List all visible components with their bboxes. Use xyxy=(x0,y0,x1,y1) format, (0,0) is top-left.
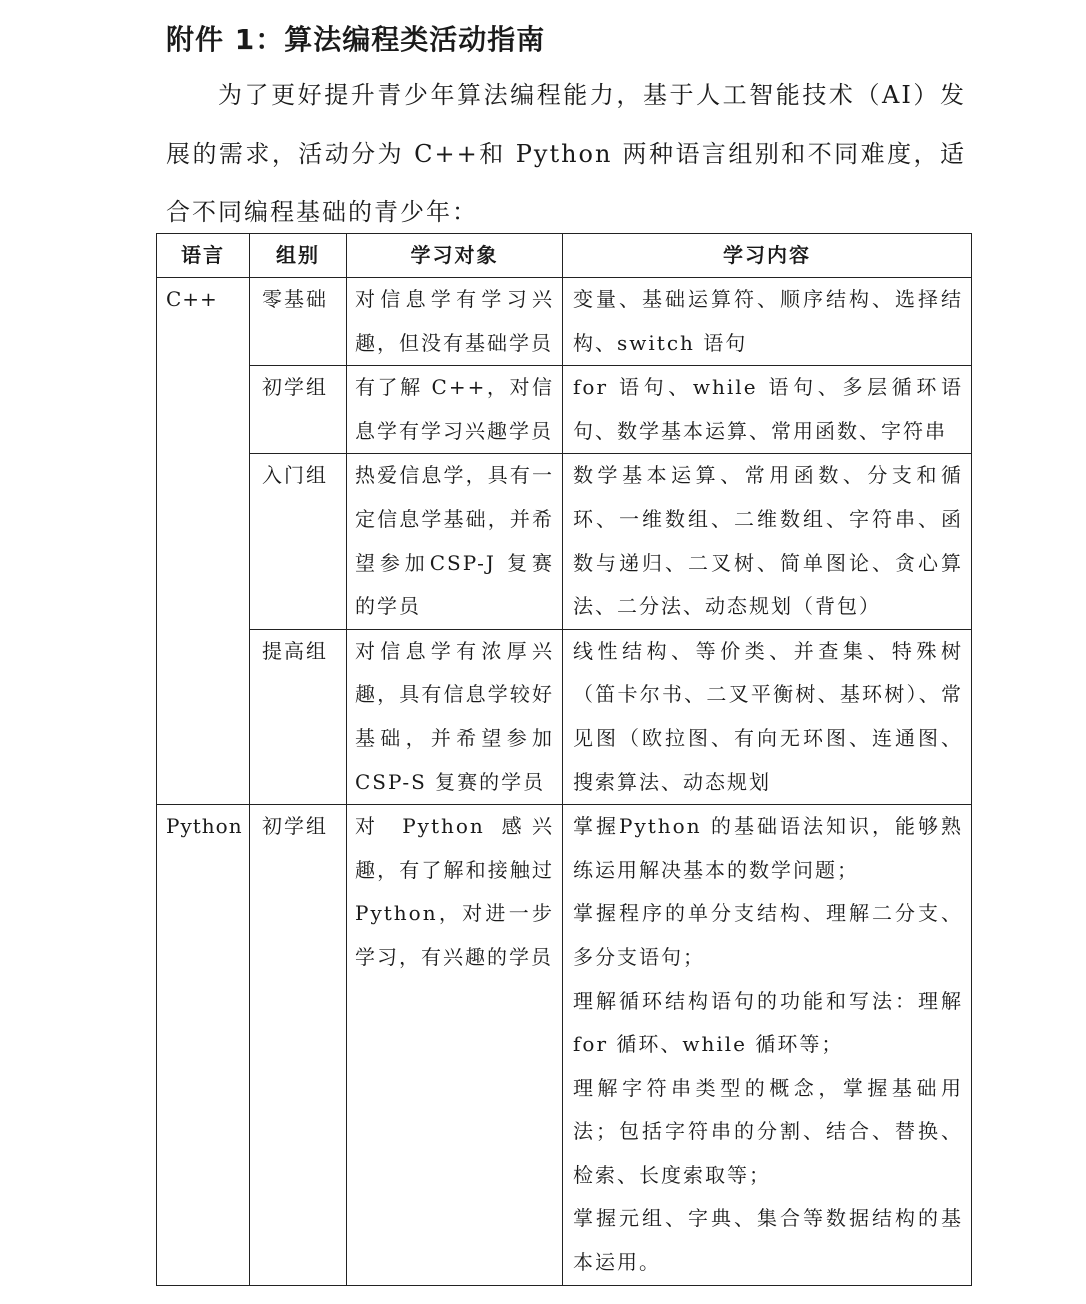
table-row xyxy=(157,454,972,629)
content-item: 掌握程序的单分支结构、理解二分支、多分支语句； xyxy=(573,901,963,969)
group-cell: 初学组 xyxy=(250,366,347,454)
content-cell: 变量、基础运算符、顺序结构、选择结构、switch 语句 xyxy=(563,278,972,366)
language-cell: C++ xyxy=(157,278,250,805)
content-cell: 数学基本运算、常用函数、分支和循环、一维数组、二维数组、字符串、函数与递归、二叉树、简单图论、贪心算法、二分法、动态规划（背包） xyxy=(563,454,972,629)
header-content: 学习内容 xyxy=(563,234,972,278)
content-cell: 线性结构、等价类、并查集、特殊树（笛卡尔书、二叉平衡树、基环树）、常见图（欧拉图、有向无环图、连通图、搜索算法、动态规划 xyxy=(563,629,972,804)
audience-cell: 有了解 C++，对信息学有学习兴趣学员 xyxy=(347,366,563,454)
content-item: 掌握元组、字典、集合等数据结构的基本运用。 xyxy=(573,1206,963,1275)
audience-cell: 对 Python 感兴趣，有了解和接触过Python，对进一步学习，有兴趣的学员 xyxy=(347,805,563,1286)
content-item: 掌握Python 的基础语法知识，能够熟练运用解决基本的数学问题； xyxy=(573,814,963,882)
audience-cell: 对信息学有学习兴趣，但没有基础学员 xyxy=(347,278,563,366)
audience-cell: 热爱信息学，具有一定信息学基础，并希望参加CSP-J 复赛的学员 xyxy=(347,454,563,629)
table-row xyxy=(157,629,972,804)
table-row xyxy=(157,278,972,366)
header-group: 组别 xyxy=(250,234,347,278)
header-audience: 学习对象 xyxy=(347,234,563,278)
group-cell: 零基础 xyxy=(250,278,347,366)
audience-cell: 对信息学有浓厚兴趣，具有信息学较好基础，并希望参加CSP-S 复赛的学员 xyxy=(347,629,563,804)
content-item: 理解循环结构语句的功能和写法：理解for 循环、while 循环等； xyxy=(573,988,963,1057)
intro-paragraph: 为了更好提升青少年算法编程能力，基于人工智能技术（AI）发展的需求，活动分为 C++和 Python 两种语言组别和不同难度，适合不同编程基础的青少年： xyxy=(166,81,966,226)
table-row xyxy=(157,366,972,454)
document-title: 附件 1：算法编程类活动指南 xyxy=(166,23,546,56)
header-language: 语言 xyxy=(157,234,250,278)
content-item: 理解字符串类型的概念，掌握基础用法；包括字符串的分割、结合、替换、检索、长度索取等； xyxy=(573,1075,963,1187)
content-cell xyxy=(563,805,972,1286)
table-header-row xyxy=(157,234,972,278)
language-cell: Python xyxy=(157,805,250,1286)
content-cell: for 语句、while 语句、多层循环语句、数学基本运算、常用函数、字符串 xyxy=(563,366,972,454)
table-row xyxy=(157,805,972,1286)
group-cell: 提高组 xyxy=(250,629,347,804)
group-cell: 初学组 xyxy=(250,805,347,1286)
group-cell: 入门组 xyxy=(250,454,347,629)
activity-table xyxy=(156,233,972,1286)
